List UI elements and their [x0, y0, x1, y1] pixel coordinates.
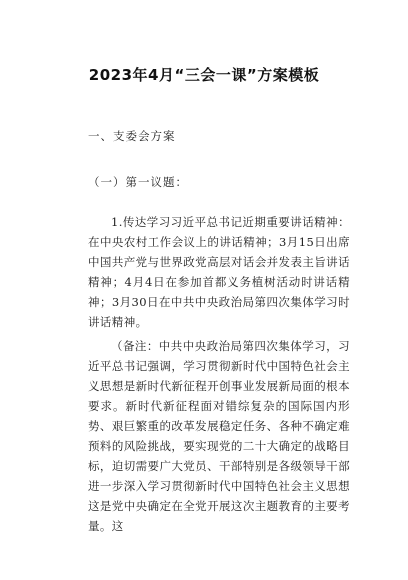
paragraph-study-speeches: 1.传达学习习近平总书记近期重要讲话精神：在中央农村工作会议上的讲话精神；3月15日出席中国共产党与世界政党高层对话会并发表主旨讲话精神；4月4日在参加首都义务植树活动时讲话精神；3月30日在中共中央政治局第四次集体学习时讲话精神。	[88, 215, 350, 329]
section-heading-committee-plan: 一、支委会方案	[88, 129, 176, 143]
subsection-heading-first-topic: （一）第一议题：	[88, 175, 188, 189]
paragraph-remarks: （备注：中共中央政治局第四次集体学习，习近平总书记强调，学习贯彻新时代中国特色社会主义思想是新时代新征程开创事业发展新局面的根本要求。新时代新征程面对错综复杂的国际国内形势、艰巨繁重的改革发展稳定任务、各种不确定难预料的风险挑战，要实现党的二十大确定的战略目标，迫切需要广大党员、干部特别是各级领导干部进一步深入学习贯彻新时代中国特色社会主义思想这是党中央确定在全党开展这次主题教育的主要考量。这	[88, 339, 350, 533]
document-title: 2023年4月“三会一课”方案模板	[88, 66, 320, 84]
